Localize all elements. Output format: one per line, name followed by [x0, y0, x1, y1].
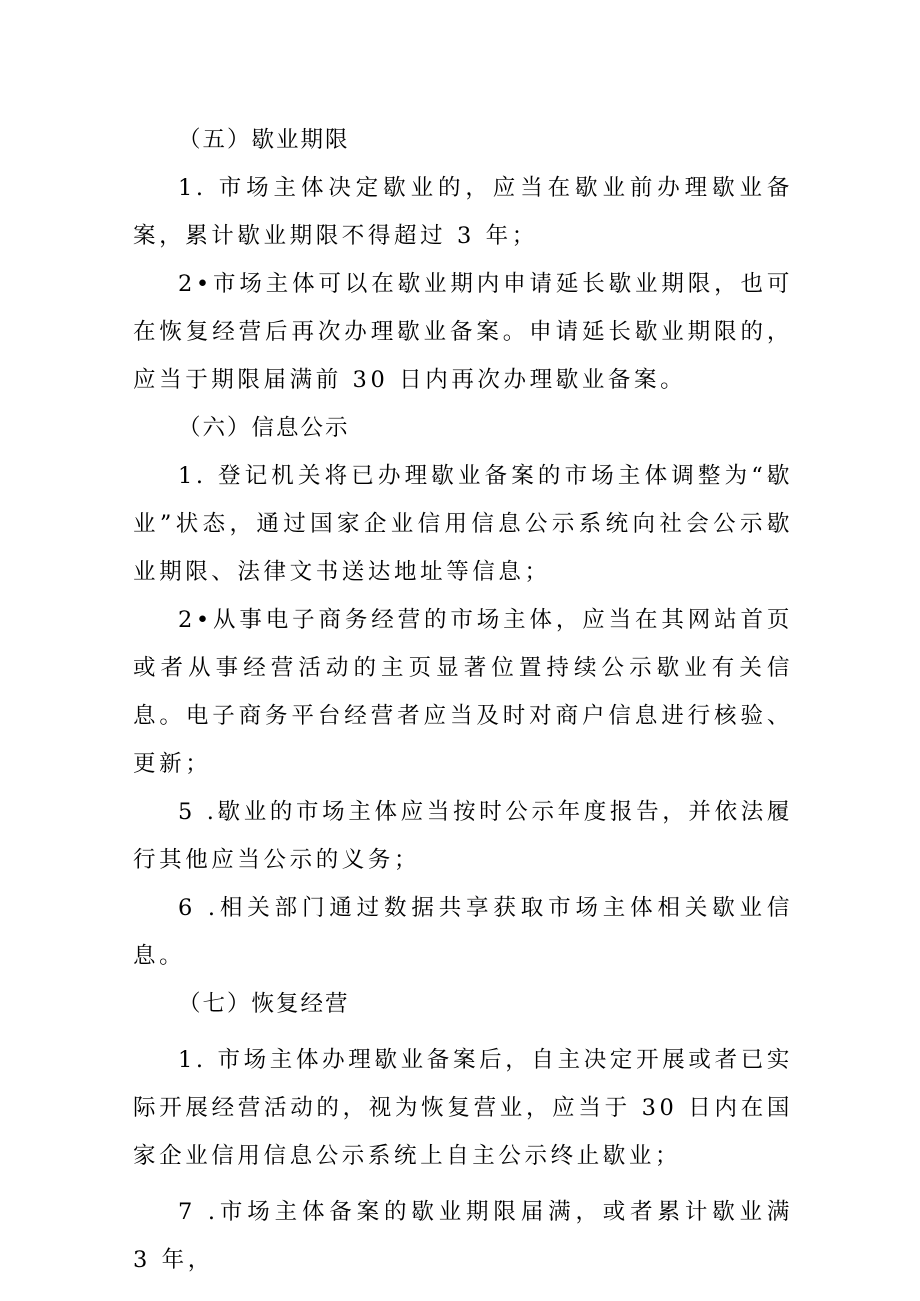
- section-heading-seven: （七）恢复经营: [178, 991, 350, 1017]
- paragraph-6-6: 6 .相关部门通过数据共享获取市场主体相关歇业信息。: [133, 895, 793, 969]
- paragraph-6-5: 5 .歇业的市场主体应当按时公示年度报告，并依法履行其他应当公示的义务；: [133, 799, 793, 873]
- section-heading-five: （五）歇业期限: [178, 127, 350, 153]
- paragraph-5-2: 2•市场主体可以在歇业期内申请延长歇业期限，也可在恢复经营后再次办理歇业备案。申请延长歇业期限的，应当于期限届满前 30 日内再次办理歇业备案。: [133, 271, 793, 393]
- paragraph-6-1: 1. 登记机关将已办理歇业备案的市场主体调整为“歇业”状态，通过国家企业信用信息公示系统向社会公示歇业期限、法律文书送达地址等信息；: [133, 463, 793, 585]
- paragraph-7-1: 1. 市场主体办理歇业备案后，自主决定开展或者已实际开展经营活动的，视为恢复营业，应当于 30 日内在国家企业信用信息公示系统上自主公示终止歇业；: [133, 1047, 793, 1169]
- paragraph-5-1: 1. 市场主体决定歇业的，应当在歇业前办理歇业备案，累计歇业期限不得超过 3 年；: [133, 175, 793, 249]
- section-heading-six: （六）信息公示: [178, 415, 350, 441]
- paragraph-7-7: 7 .市场主体备案的歇业期限届满，或者累计歇业满 3 年，: [133, 1199, 793, 1273]
- document-body: [133, 116, 793, 1284]
- paragraph-6-2: 2•从事电子商务经营的市场主体，应当在其网站首页或者从事经营活动的主页显著位置持续公示歇业有关信息。电子商务平台经营者应当及时对商户信息进行核验、更新；: [133, 607, 793, 777]
